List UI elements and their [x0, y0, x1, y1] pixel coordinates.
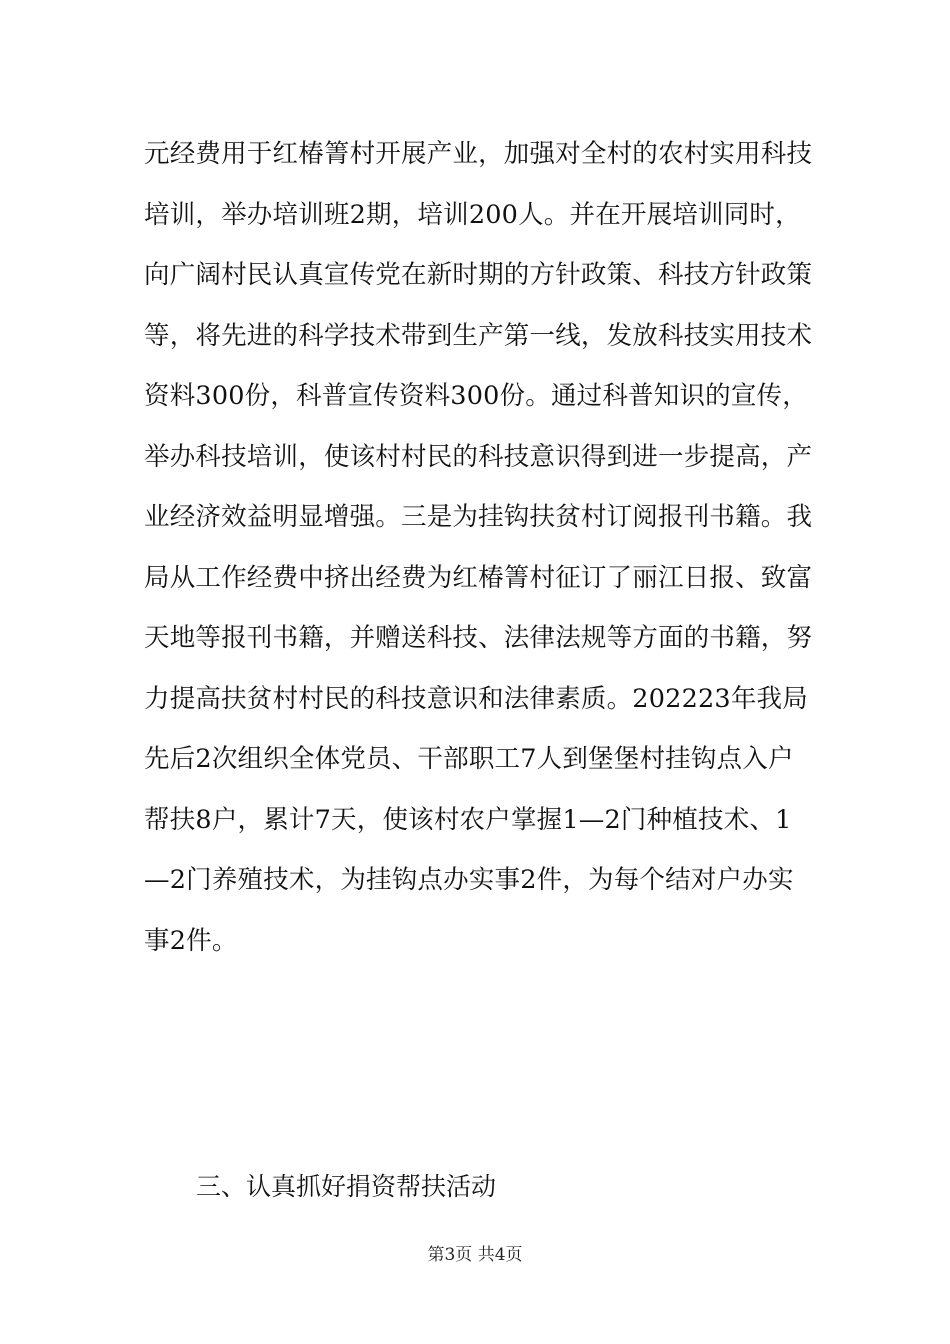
- paragraph-line-12: 帮扶8户，累计7天，使该村农户掌握1—2门种植技术、1: [144, 804, 792, 835]
- paragraph-line-14: 事2件。: [144, 925, 238, 956]
- paragraph-line-1: 元经费用于红椿箐村开展产业，加强对全村的农村实用科技: [144, 139, 813, 169]
- paragraph-line-8: 局从工作经费中挤出经费为红椿箐村征订了丽江日报、致富: [144, 562, 813, 593]
- paragraph-line-4: 等，将先进的科学技术带到生产第一线，发放科技实用技术: [144, 320, 813, 351]
- body-paragraph: [144, 133, 814, 980]
- paragraph-line-6: 举办科技培训，使该村村民的科技意识得到进一步提高，产: [144, 441, 813, 472]
- paragraph-line-13: —2门养殖技术，为挂钩点办实事2件，为每个结对户办实: [144, 865, 794, 895]
- paragraph-line-9: 天地等报刊书籍，并赠送科技、法律法规等方面的书籍，努: [144, 623, 813, 653]
- page-footer: 第3页 共4页: [427, 1245, 523, 1265]
- section-heading: 三、认真抓好捐资帮扶活动: [196, 1172, 497, 1201]
- paragraph-line-3: 向广阔村民认真宣传党在新时期的方针政策、科技方针政策: [144, 260, 813, 290]
- paragraph-line-5: 资料300份，科普宣传资料300份。通过科普知识的宣传，: [144, 381, 808, 411]
- paragraph-line-11: 先后2次组织全体党员、干部职工7人到堡堡村挂钩点入户: [144, 744, 794, 774]
- paragraph-line-7: 业经济效益明显增强。三是为挂钩扶贫村订阅报刊书籍。我: [144, 502, 813, 532]
- paragraph-line-10: 力提高扶贫村村民的科技意识和法律素质。202223年我局: [144, 683, 808, 714]
- paragraph-line-2: 培训，举办培训班2期，培训200人。并在开展培训同时，: [144, 199, 801, 230]
